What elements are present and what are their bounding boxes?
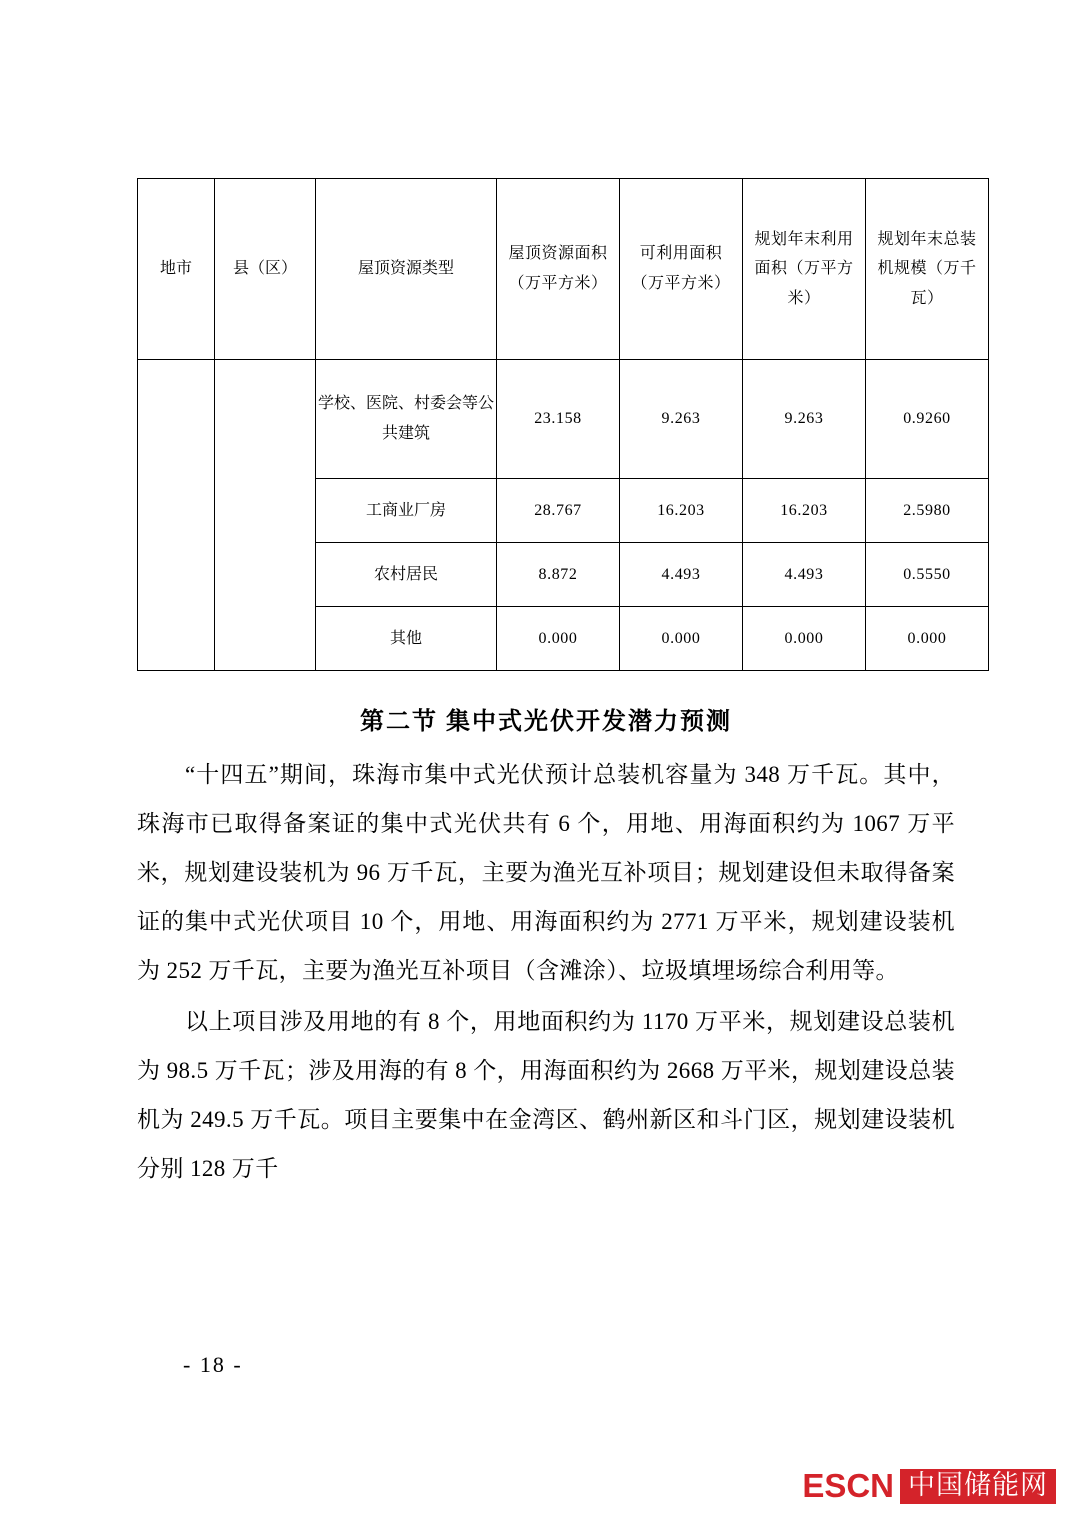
section-title: 第二节 集中式光伏开发潜力预测 xyxy=(360,709,732,735)
escn-wordmark: ESCN xyxy=(802,1467,894,1504)
cell-roof-area: 0.000 xyxy=(497,607,620,671)
header-county: 县（区） xyxy=(215,179,316,360)
page-number: - 18 - xyxy=(183,1352,243,1377)
cell-usable-area: 9.263 xyxy=(620,360,743,479)
roof-resource-table xyxy=(137,178,989,671)
table-header-row xyxy=(138,179,989,360)
cell-roof-area: 23.158 xyxy=(497,360,620,479)
header-usable-area: 可利用面积（万平方米） xyxy=(620,179,743,360)
cell-roof-type: 工商业厂房 xyxy=(316,479,497,543)
cell-roof-area: 28.767 xyxy=(497,479,620,543)
cell-planned-area: 4.493 xyxy=(743,543,866,607)
header-capacity: 规划年末总装机规模（万千瓦） xyxy=(866,179,989,360)
cell-capacity: 0.000 xyxy=(866,607,989,671)
paragraph-1: “十四五”期间，珠海市集中式光伏预计总装机容量为 348 万千瓦。其中，珠海市已取得备案证的集中式光伏共有 6 个，用地、用海面积约为 1067 万平米，规划建设装机为 96 万千瓦，主要为渔光互补项目；规划建设但未取得备案证的集中式光伏项目 10 个，用地、用海面积约为 2771 万平米，规划建设装机为 252 万千瓦，主要为渔光互补项目（含滩涂）、垃圾填埋场综合利用等。 xyxy=(137,762,955,983)
cell-roof-type: 农村居民 xyxy=(316,543,497,607)
cell-capacity: 0.9260 xyxy=(866,360,989,479)
cell-city xyxy=(138,360,215,671)
cell-roof-area: 8.872 xyxy=(497,543,620,607)
cell-planned-area: 0.000 xyxy=(743,607,866,671)
cell-planned-area: 9.263 xyxy=(743,360,866,479)
table-row xyxy=(138,360,989,479)
cell-usable-area: 16.203 xyxy=(620,479,743,543)
cell-county xyxy=(215,360,316,671)
page-content xyxy=(137,178,977,1193)
cell-planned-area: 16.203 xyxy=(743,479,866,543)
paragraph-2: 以上项目涉及用地的有 8 个，用地面积约为 1170 万平米，规划建设总装机为 98.5 万千瓦；涉及用海的有 8 个，用海面积约为 2668 万平米，规划建设总装机为 249.5 万千瓦。项目主要集中在金湾区、鹤州新区和斗门区，规划建设装机分别 128 万千 xyxy=(137,1009,955,1181)
cell-roof-type: 其他 xyxy=(316,607,497,671)
header-roof-type: 屋顶资源类型 xyxy=(316,179,497,360)
cell-capacity: 2.5980 xyxy=(866,479,989,543)
cell-usable-area: 0.000 xyxy=(620,607,743,671)
cell-usable-area: 4.493 xyxy=(620,543,743,607)
cell-roof-type: 学校、医院、村委会等公共建筑 xyxy=(316,360,497,479)
header-roof-area: 屋顶资源面积（万平方米） xyxy=(497,179,620,360)
escn-logo xyxy=(802,1466,1056,1506)
cell-capacity: 0.5550 xyxy=(866,543,989,607)
header-city: 地市 xyxy=(138,179,215,360)
escn-chinese-label: 中国储能网 xyxy=(900,1469,1056,1504)
header-planned-area: 规划年末利用面积（万平方米） xyxy=(743,179,866,360)
